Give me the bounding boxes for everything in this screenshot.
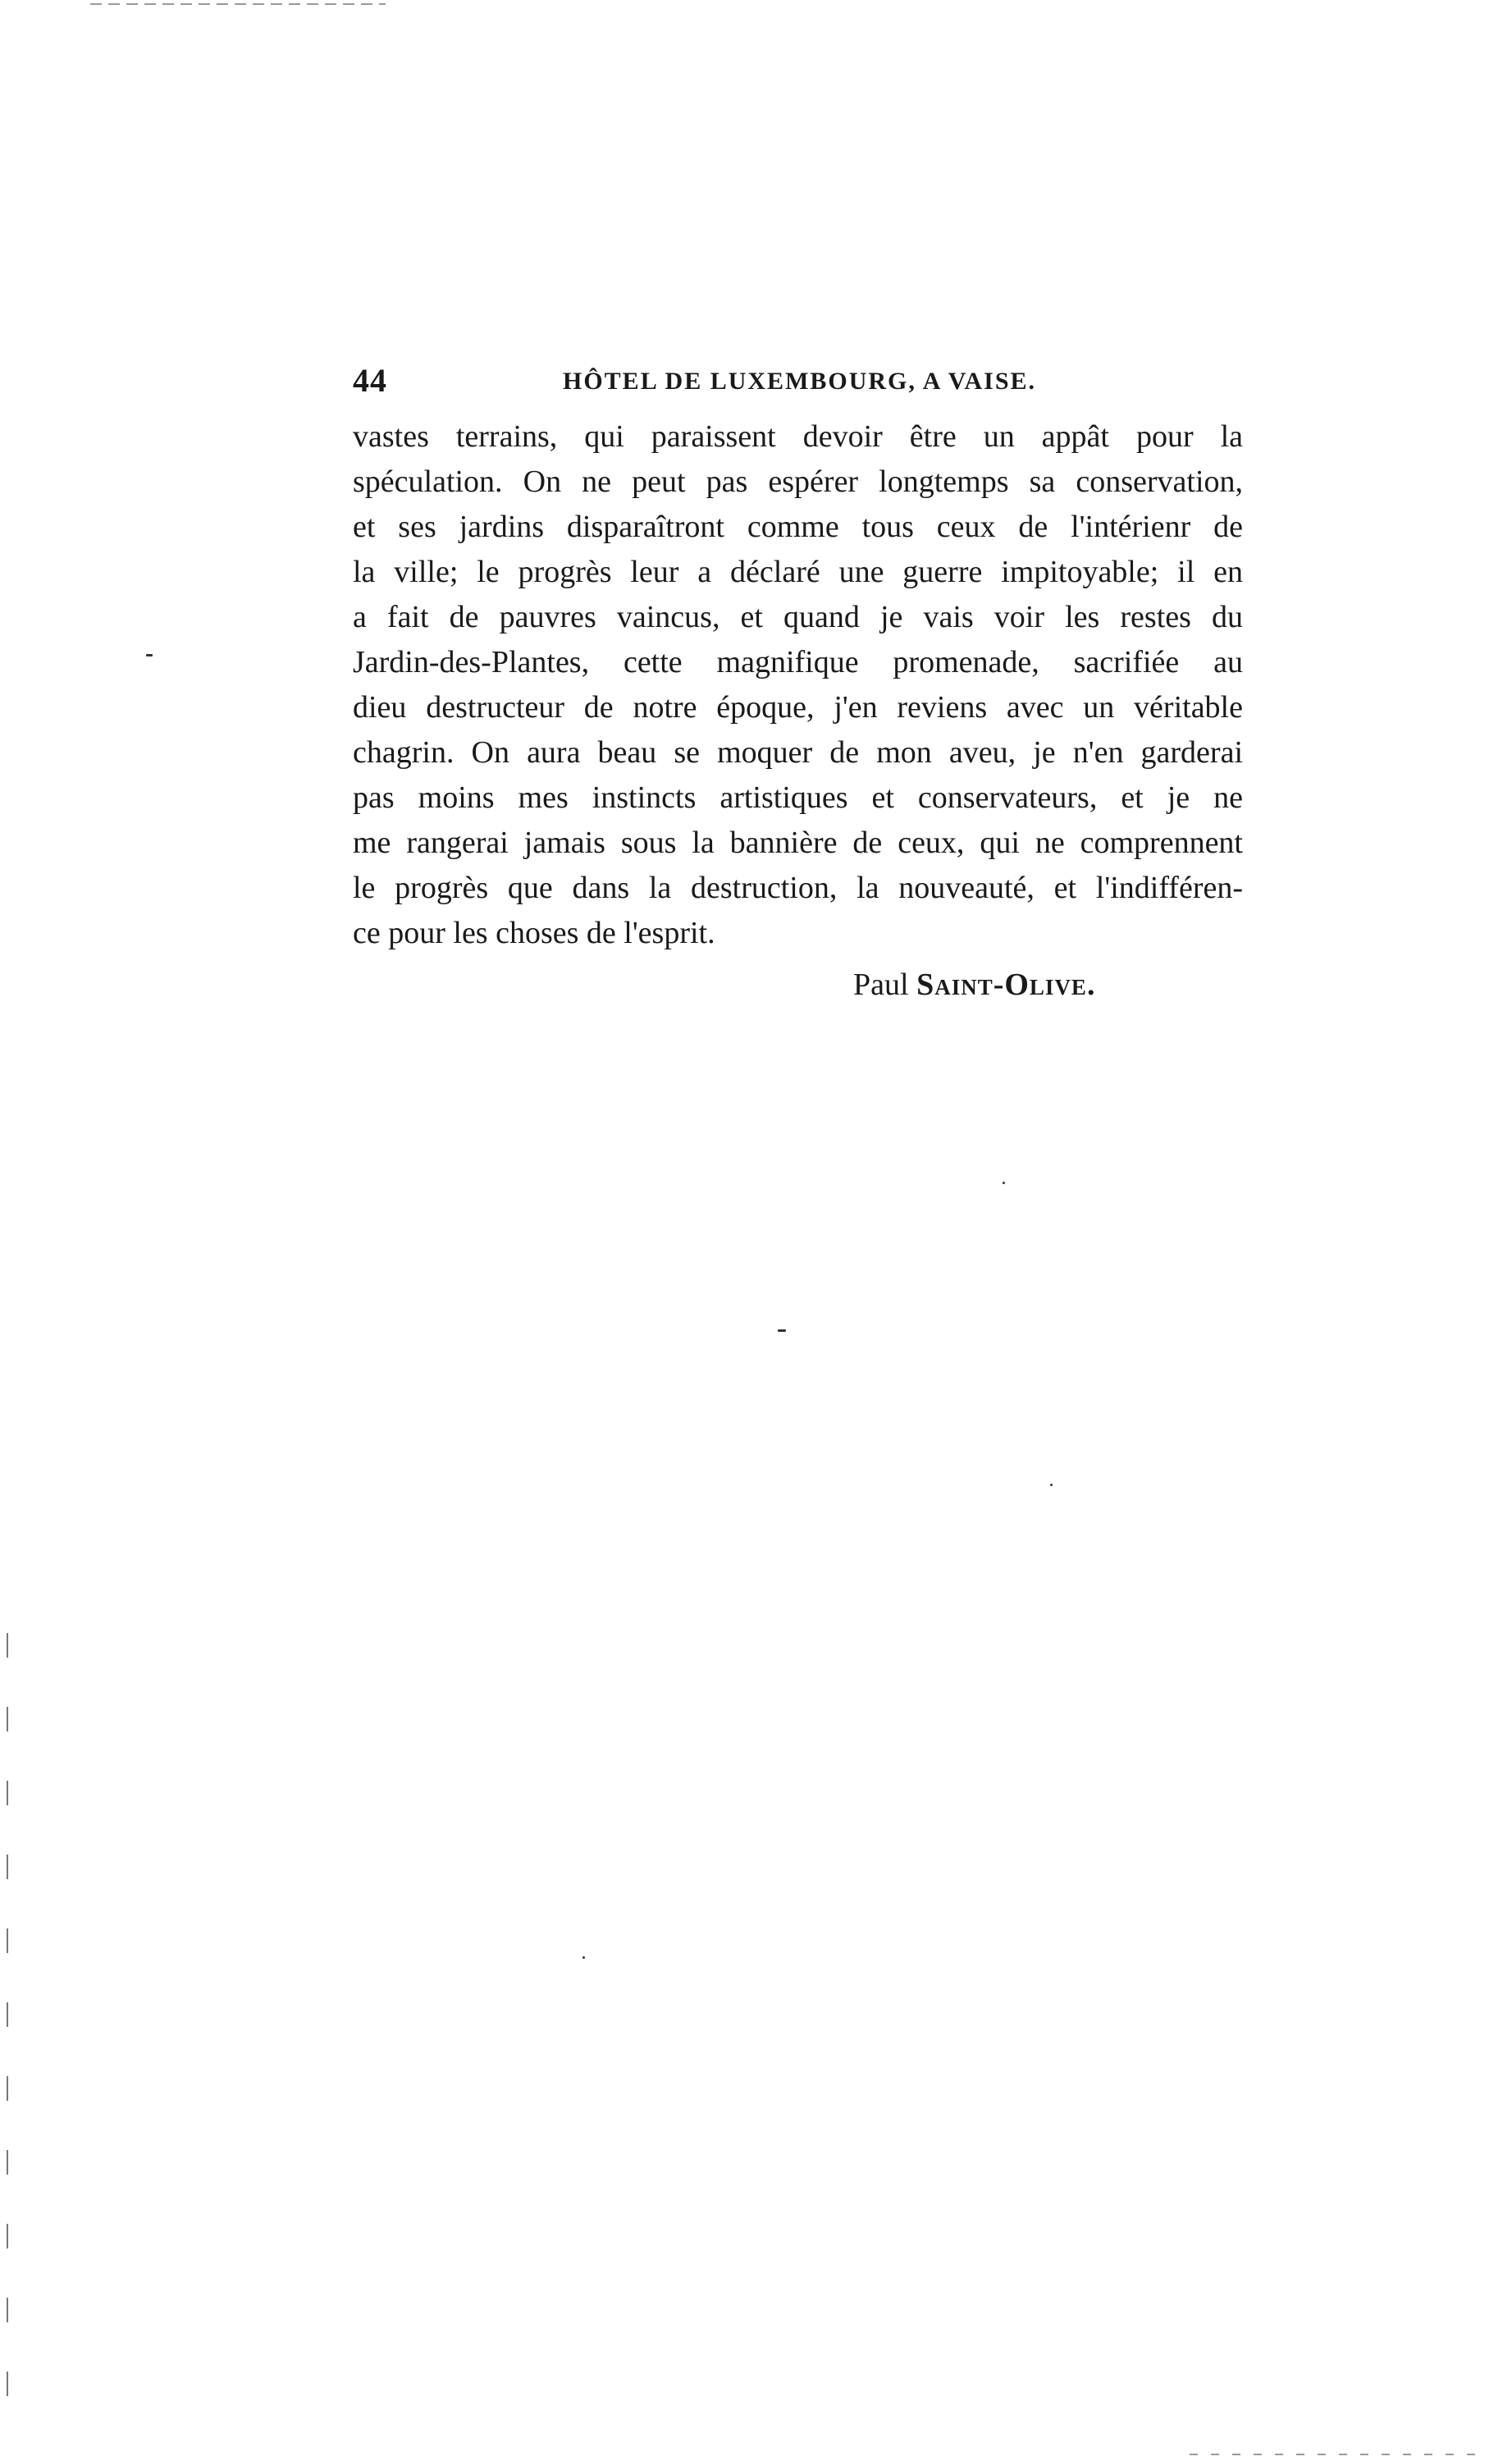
ink-speck bbox=[1003, 1182, 1005, 1184]
text-line: me rangerai jamais sous la bannière de ceux, qui ne comprennent bbox=[353, 826, 1243, 860]
text-line: Jardin-des-Plantes, cette magnifique promenade, sacrifiée au bbox=[353, 645, 1243, 679]
text-line: la ville; le progrès leur a déclaré une guerre impitoyable; il en bbox=[353, 555, 1243, 589]
text-line: vastes terrains, qui paraissent devoir être un appât pour la bbox=[353, 419, 1243, 454]
author-first-name: Paul bbox=[853, 967, 909, 1002]
text-line: et ses jardins disparaîtront comme tous ceux de l'intérienr de bbox=[353, 510, 1243, 544]
scan-artifact-left bbox=[7, 1633, 8, 2437]
text-line: pas moins mes instincts artistiques et conservateurs, et je ne bbox=[353, 780, 1243, 815]
scan-artifact-top bbox=[90, 3, 386, 5]
author-last-name: Saint-Olive. bbox=[916, 967, 1096, 1002]
text-line: a fait de pauvres vaincus, et quand je vais voir les restes du bbox=[353, 600, 1243, 634]
running-title: HÔTEL DE LUXEMBOURG, A VAISE. bbox=[563, 368, 1037, 395]
page-number: 44 bbox=[353, 362, 387, 399]
running-header bbox=[353, 361, 1247, 402]
text-line: dieu destructeur de notre époque, j'en reviens avec un véritable bbox=[353, 690, 1243, 725]
ink-speck bbox=[146, 654, 153, 656]
body-paragraph bbox=[353, 414, 1243, 956]
ink-speck bbox=[778, 1329, 786, 1332]
scan-artifact-bottom bbox=[1190, 2454, 1485, 2455]
text-line: le progrès que dans la destruction, la nouveauté, et l'indifféren- bbox=[353, 871, 1243, 905]
text-line: chagrin. On aura beau se moquer de mon aveu, je n'en garderai bbox=[353, 735, 1243, 770]
text-line: ce pour les choses de l'esprit. bbox=[353, 916, 715, 950]
ink-speck bbox=[582, 1956, 585, 1959]
text-line: spéculation. On ne peut pas espérer longtemps sa conservation, bbox=[353, 464, 1243, 499]
ink-speck bbox=[1050, 1484, 1053, 1486]
author-signature bbox=[853, 967, 1095, 1003]
